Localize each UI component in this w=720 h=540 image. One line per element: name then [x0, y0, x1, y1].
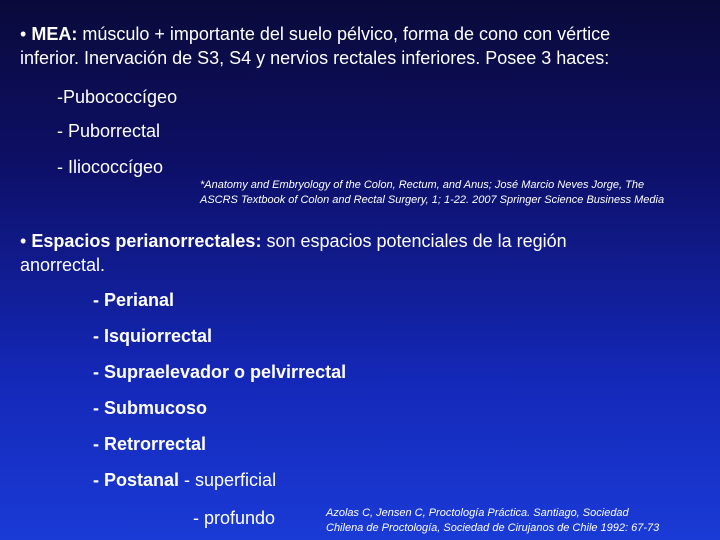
bullet-icon: • [20, 24, 27, 44]
citation-2-line-1: Azolas C, Jensen C, Proctología Práctica. Santiago, Sociedad [326, 507, 629, 519]
postanal-sub-item: - profundo [193, 508, 276, 528]
espacio-item: - Retrorrectal [93, 434, 207, 454]
citation-2 [326, 506, 659, 536]
mea-line-1-text: músculo + importante del suelo pélvico, forma de cono con vértice [77, 24, 611, 44]
espacios-line-1-text: son espacios potenciales de la región [261, 231, 567, 251]
bullet-icon: • [20, 231, 27, 251]
espacio-item: - Submucoso [93, 398, 208, 418]
postanal-item [93, 469, 276, 491]
haz-item: - Puborrectal [57, 121, 161, 141]
postanal-label: - Postanal [93, 470, 180, 490]
espacio-item: - Perianal [93, 290, 175, 310]
espacios-line-2: anorrectal. [20, 255, 106, 275]
espacio-item: - Supraelevador o pelvirrectal [93, 362, 347, 382]
haz-item: -Pubococcígeo [57, 87, 178, 107]
citation-1-line-1: *Anatomy and Embryology of the Colon, Rectum, and Anus; José Marcio Neves Jorge, The [200, 179, 645, 191]
haz-item: - Iliococcígeo [57, 157, 164, 177]
mea-paragraph [20, 22, 610, 70]
espacios-line-1 [20, 229, 567, 253]
citation-1-line-2: ASCRS Textbook of Colon and Rectal Surgery, 1; 1-22. 2007 Springer Science Business Media [200, 194, 665, 206]
espacios-paragraph [20, 229, 567, 277]
espacio-item: - Isquiorrectal [93, 326, 213, 346]
citation-1 [200, 178, 664, 208]
citation-2-line-2: Chilena de Proctología, Sociedad de Cirujanos de Chile 1992: 67-73 [326, 522, 660, 534]
postanal-suffix: - superficial [179, 470, 277, 490]
mea-line-1 [20, 22, 610, 46]
mea-line-2: inferior. Inervación de S3, S4 y nervios rectales inferiores. Posee 3 haces: [20, 48, 610, 68]
mea-term: MEA: [31, 24, 78, 44]
espacios-term: Espacios perianorrectales: [31, 231, 262, 251]
